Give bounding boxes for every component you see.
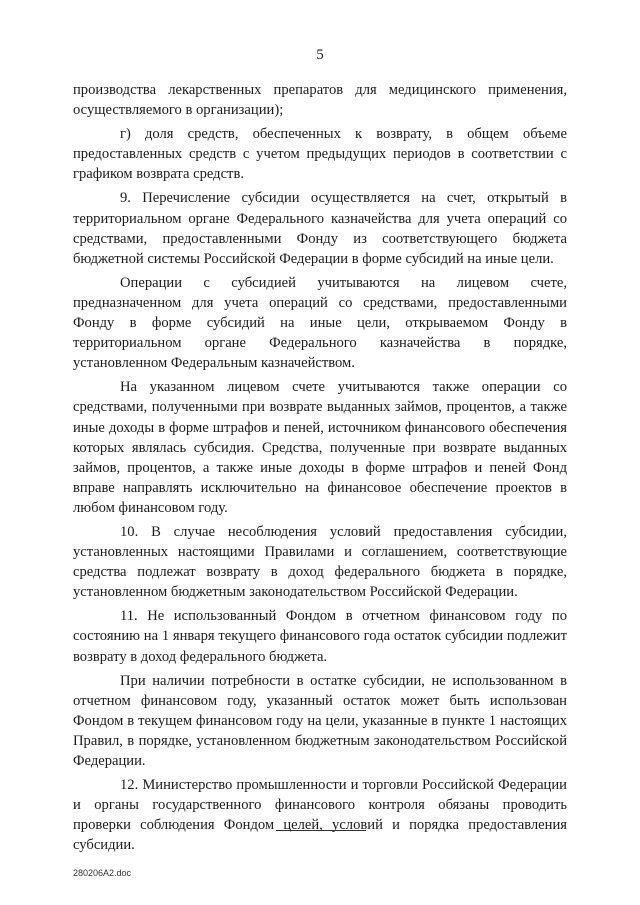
- paragraph: 11. Не использованный Фондом в отчетном финансовом году по состоянию на 1 января текущего финансового года остаток субсидии подлежит возврату в доход федерального бюджета.: [73, 608, 567, 665]
- paragraph: При наличии потребности в остатке субсидии, не использованном в отчетном финансовом году, указанный остаток может быть использован Фондом в текущем финансовом году на цели, указанные в пункте 1 настоящих Правил, в порядке, установленном бюджетным законодательством Российской Федерации.: [73, 672, 567, 769]
- paragraph: г) доля средств, обеспеченных к возврату, в общем объеме предоставленных средств с учетом предыдущих периодов в соответствии с графиком возврата средств.: [73, 126, 567, 183]
- document-code: 280206A2.doc: [73, 868, 132, 878]
- page-number: 5: [316, 47, 324, 63]
- paragraph: 9. Перечисление субсидии осуществляется на счет, открытый в территориальном органе Федерального казначейства для учета операций со средствами, предоставленными Фонду из соответствующего бюджета бюджетной системы Российской Федерации в форме субсидий на иные цели.: [73, 190, 567, 267]
- document-body: [73, 80, 567, 859]
- paragraph: Операции с субсидией учитываются на лицевом счете, предназначенном для учета операций со средствами, предоставленными Фонду в форме субсидий на иные цели, открываемом Фонду в территориальном органе Федерального казначейства в порядке, установленном Федеральным казначейством.: [73, 274, 567, 372]
- end-of-text-rule: [276, 830, 366, 831]
- paragraph: 12. Министерство промышленности и торговли Российской Федерации и органы государственного финансового контроля обязаны проводить проверки соблюдения Фондом целей, условий и порядка предоставления субсидии.: [73, 777, 567, 854]
- paragraph: производства лекарственных препаратов для медицинского применения, осуществляемого в организации);: [73, 82, 567, 119]
- paragraph: На указанном лицевом счете учитываются также операции со средствами, полученными при возврате выданных займов, процентов, а также иные доходы в форме штрафов и пеней, источником финансового обеспечения которых являлась субсидия. Средства, полученные при возврате выданных займов, процентов, а также иные доходы в форме штрафов и пеней Фонд вправе направлять исключительно на финансовое обеспечение проектов в любом финансовом году.: [73, 379, 567, 516]
- paragraph: 10. В случае несоблюдения условий предоставления субсидии, установленных настоящими Правилами и соглашением, соответствующие средства подлежат возврату в доход федерального бюджета в порядке, установленном бюджетным законодательством Российской Федерации.: [73, 523, 567, 601]
